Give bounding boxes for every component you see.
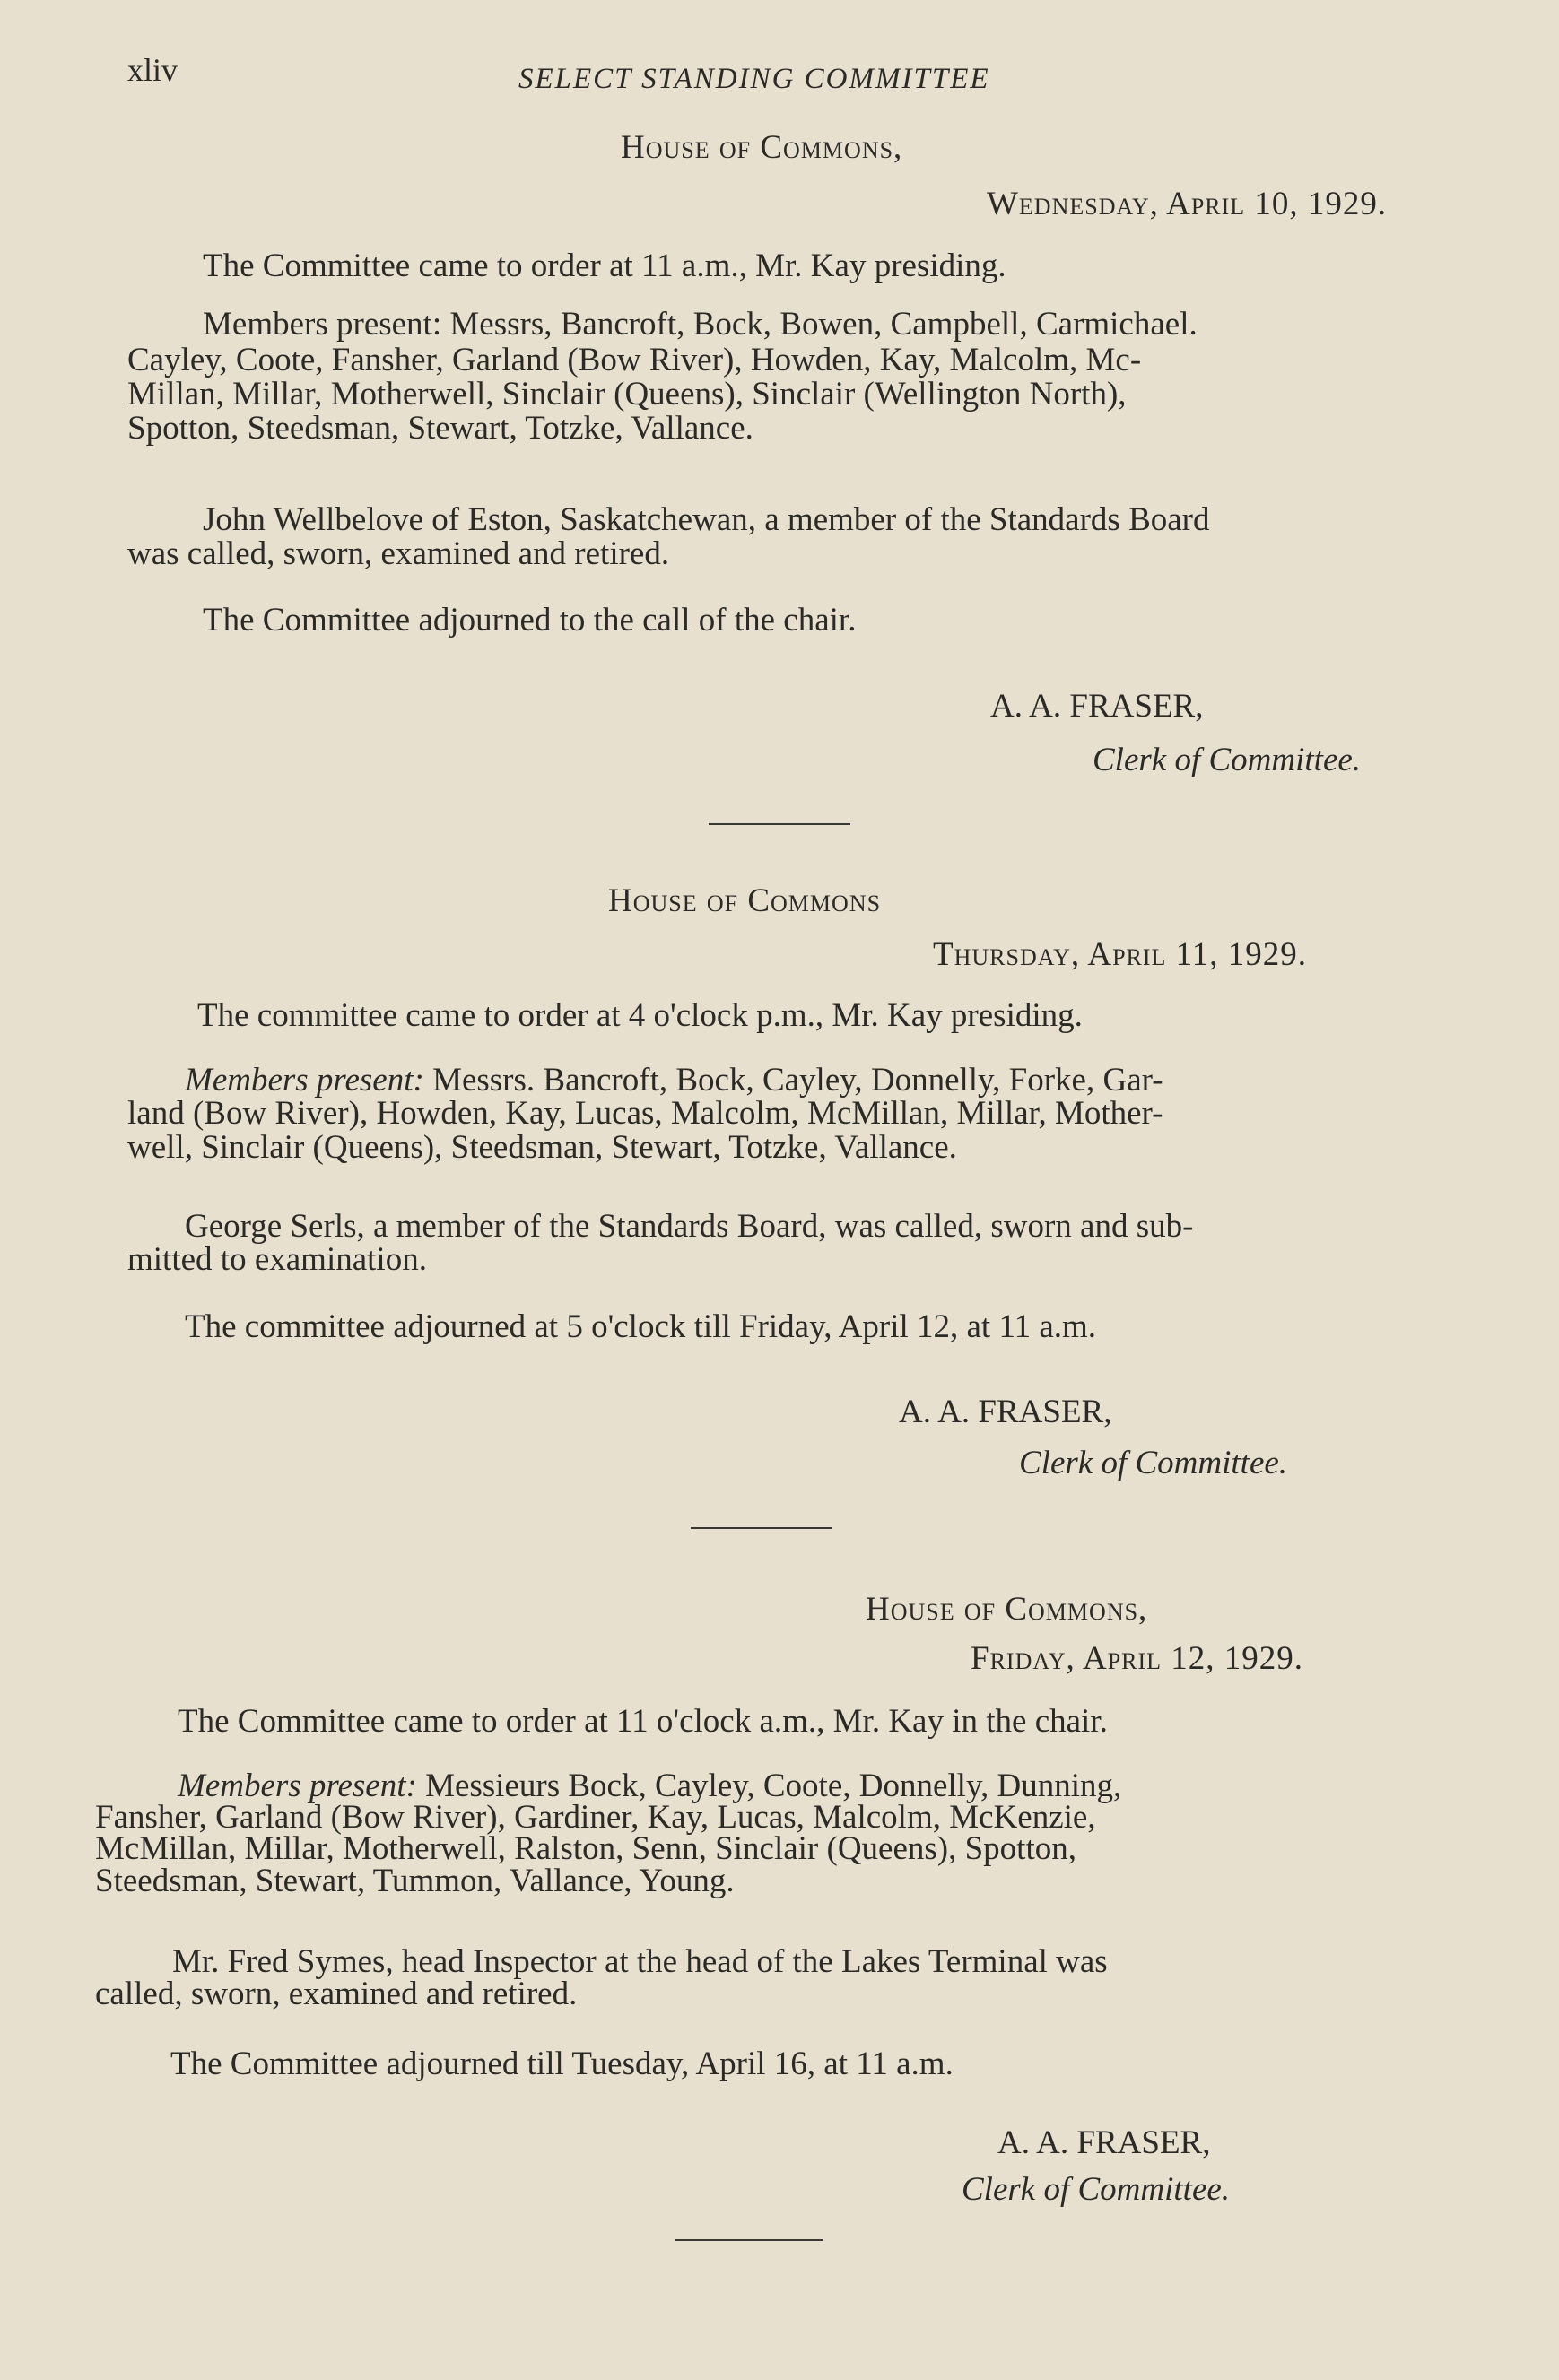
entry-2-opening: The committee came to order at 4 o'clock p.m., Mr. Kay presiding. [197, 997, 1083, 1034]
entry-3-business-line-2: called, sworn, examined and retired. [95, 1976, 578, 2012]
entry-2-business-line-2: mitted to examination. [127, 1241, 427, 1278]
entry-3-opening: The Committee came to order at 11 o'clock a.m., Mr. Kay in the chair. [178, 1703, 1108, 1740]
entry-3-clerk-title: Clerk of Committee. [962, 2171, 1231, 2208]
entry-3-members-line-2: Fansher, Garland (Bow River), Gardiner, Kay, Lucas, Malcolm, McKenzie, [95, 1799, 1096, 1836]
entry-3-members-line-3: McMillan, Millar, Motherwell, Ralston, Senn, Sinclair (Queens), Spotton, [95, 1830, 1076, 1867]
entry-2-clerk-name: A. A. FRASER, [899, 1394, 1112, 1430]
entry-1-members-line-3: Millan, Millar, Motherwell, Sinclair (Queens), Sinclair (Wellington North), [127, 376, 1127, 413]
entry-2-members-label: Members present: [185, 1062, 424, 1099]
entry-1-members-line-2: Cayley, Coote, Fansher, Garland (Bow River), Howden, Kay, Malcolm, Mc- [127, 342, 1142, 378]
entry-3-house: House of Commons, [866, 1591, 1148, 1628]
entry-1-date: Wednesday, April 10, 1929. [987, 186, 1388, 222]
section-divider [675, 2239, 823, 2241]
entry-1-opening: The Committee came to order at 11 a.m., Mr. Kay presiding. [203, 248, 1006, 284]
entry-2-members-text: Messrs. Bancroft, Bock, Cayley, Donnelly, Forke, Gar- [432, 1062, 1163, 1099]
entry-1-adjourn: The Committee adjourned to the call of the chair. [203, 602, 857, 638]
entry-1-members-line-1 [203, 307, 1198, 343]
entry-1-clerk-title: Clerk of Committee. [1093, 742, 1362, 778]
entry-3-date: Friday, April 12, 1929. [971, 1640, 1304, 1677]
section-divider [691, 1527, 832, 1529]
entry-1-clerk-name: A. A. FRASER, [990, 688, 1204, 725]
entry-3-members-label: Members present: [178, 1768, 417, 1804]
entry-1-business-line-1: John Wellbelove of Eston, Saskatchewan, a member of the Standards Board [203, 501, 1210, 538]
entry-2-members-line-2: land (Bow River), Howden, Kay, Lucas, Malcolm, McMillan, Millar, Mother- [127, 1095, 1163, 1132]
entry-1-house: House of Commons, [621, 129, 903, 166]
entry-2-members-line-3: well, Sinclair (Queens), Steedsman, Stewart, Totzke, Vallance. [127, 1129, 957, 1166]
entry-1-members-label: Members present: [203, 306, 442, 343]
entry-2-business-line-1: George Serls, a member of the Standards Board, was called, sworn and sub- [185, 1208, 1194, 1245]
running-title: SELECT STANDING COMMITTEE [518, 63, 990, 95]
entry-3-business-line-1: Mr. Fred Symes, head Inspector at the head of the Lakes Terminal was [172, 1943, 1108, 1980]
entry-2-clerk-title: Clerk of Committee. [1019, 1445, 1288, 1481]
entry-1-business-line-2: was called, sworn, examined and retired. [127, 535, 670, 572]
entry-2-adjourn: The committee adjourned at 5 o'clock till Friday, April 12, at 11 a.m. [185, 1308, 1097, 1345]
entry-2-house: House of Commons [608, 882, 882, 919]
entry-2-date: Thursday, April 11, 1929. [933, 936, 1308, 973]
entry-3-clerk-name: A. A. FRASER, [997, 2124, 1211, 2161]
entry-3-members-line-4: Steedsman, Stewart, Tummon, Vallance, Young. [95, 1863, 735, 1899]
entry-1-members-line-4: Spotton, Steedsman, Stewart, Totzke, Vallance. [127, 410, 753, 447]
entry-2-members-line-1 [185, 1063, 1163, 1099]
section-divider [709, 823, 850, 825]
entry-3-members-text: Messieurs Bock, Cayley, Coote, Donnelly, Dunning, [425, 1768, 1122, 1804]
entry-1-members-text: Messrs, Bancroft, Bock, Bowen, Campbell, Carmichael. [449, 306, 1198, 343]
page-number: xliv [127, 52, 179, 88]
entry-3-adjourn: The Committee adjourned till Tuesday, April 16, at 11 a.m. [170, 2046, 954, 2082]
